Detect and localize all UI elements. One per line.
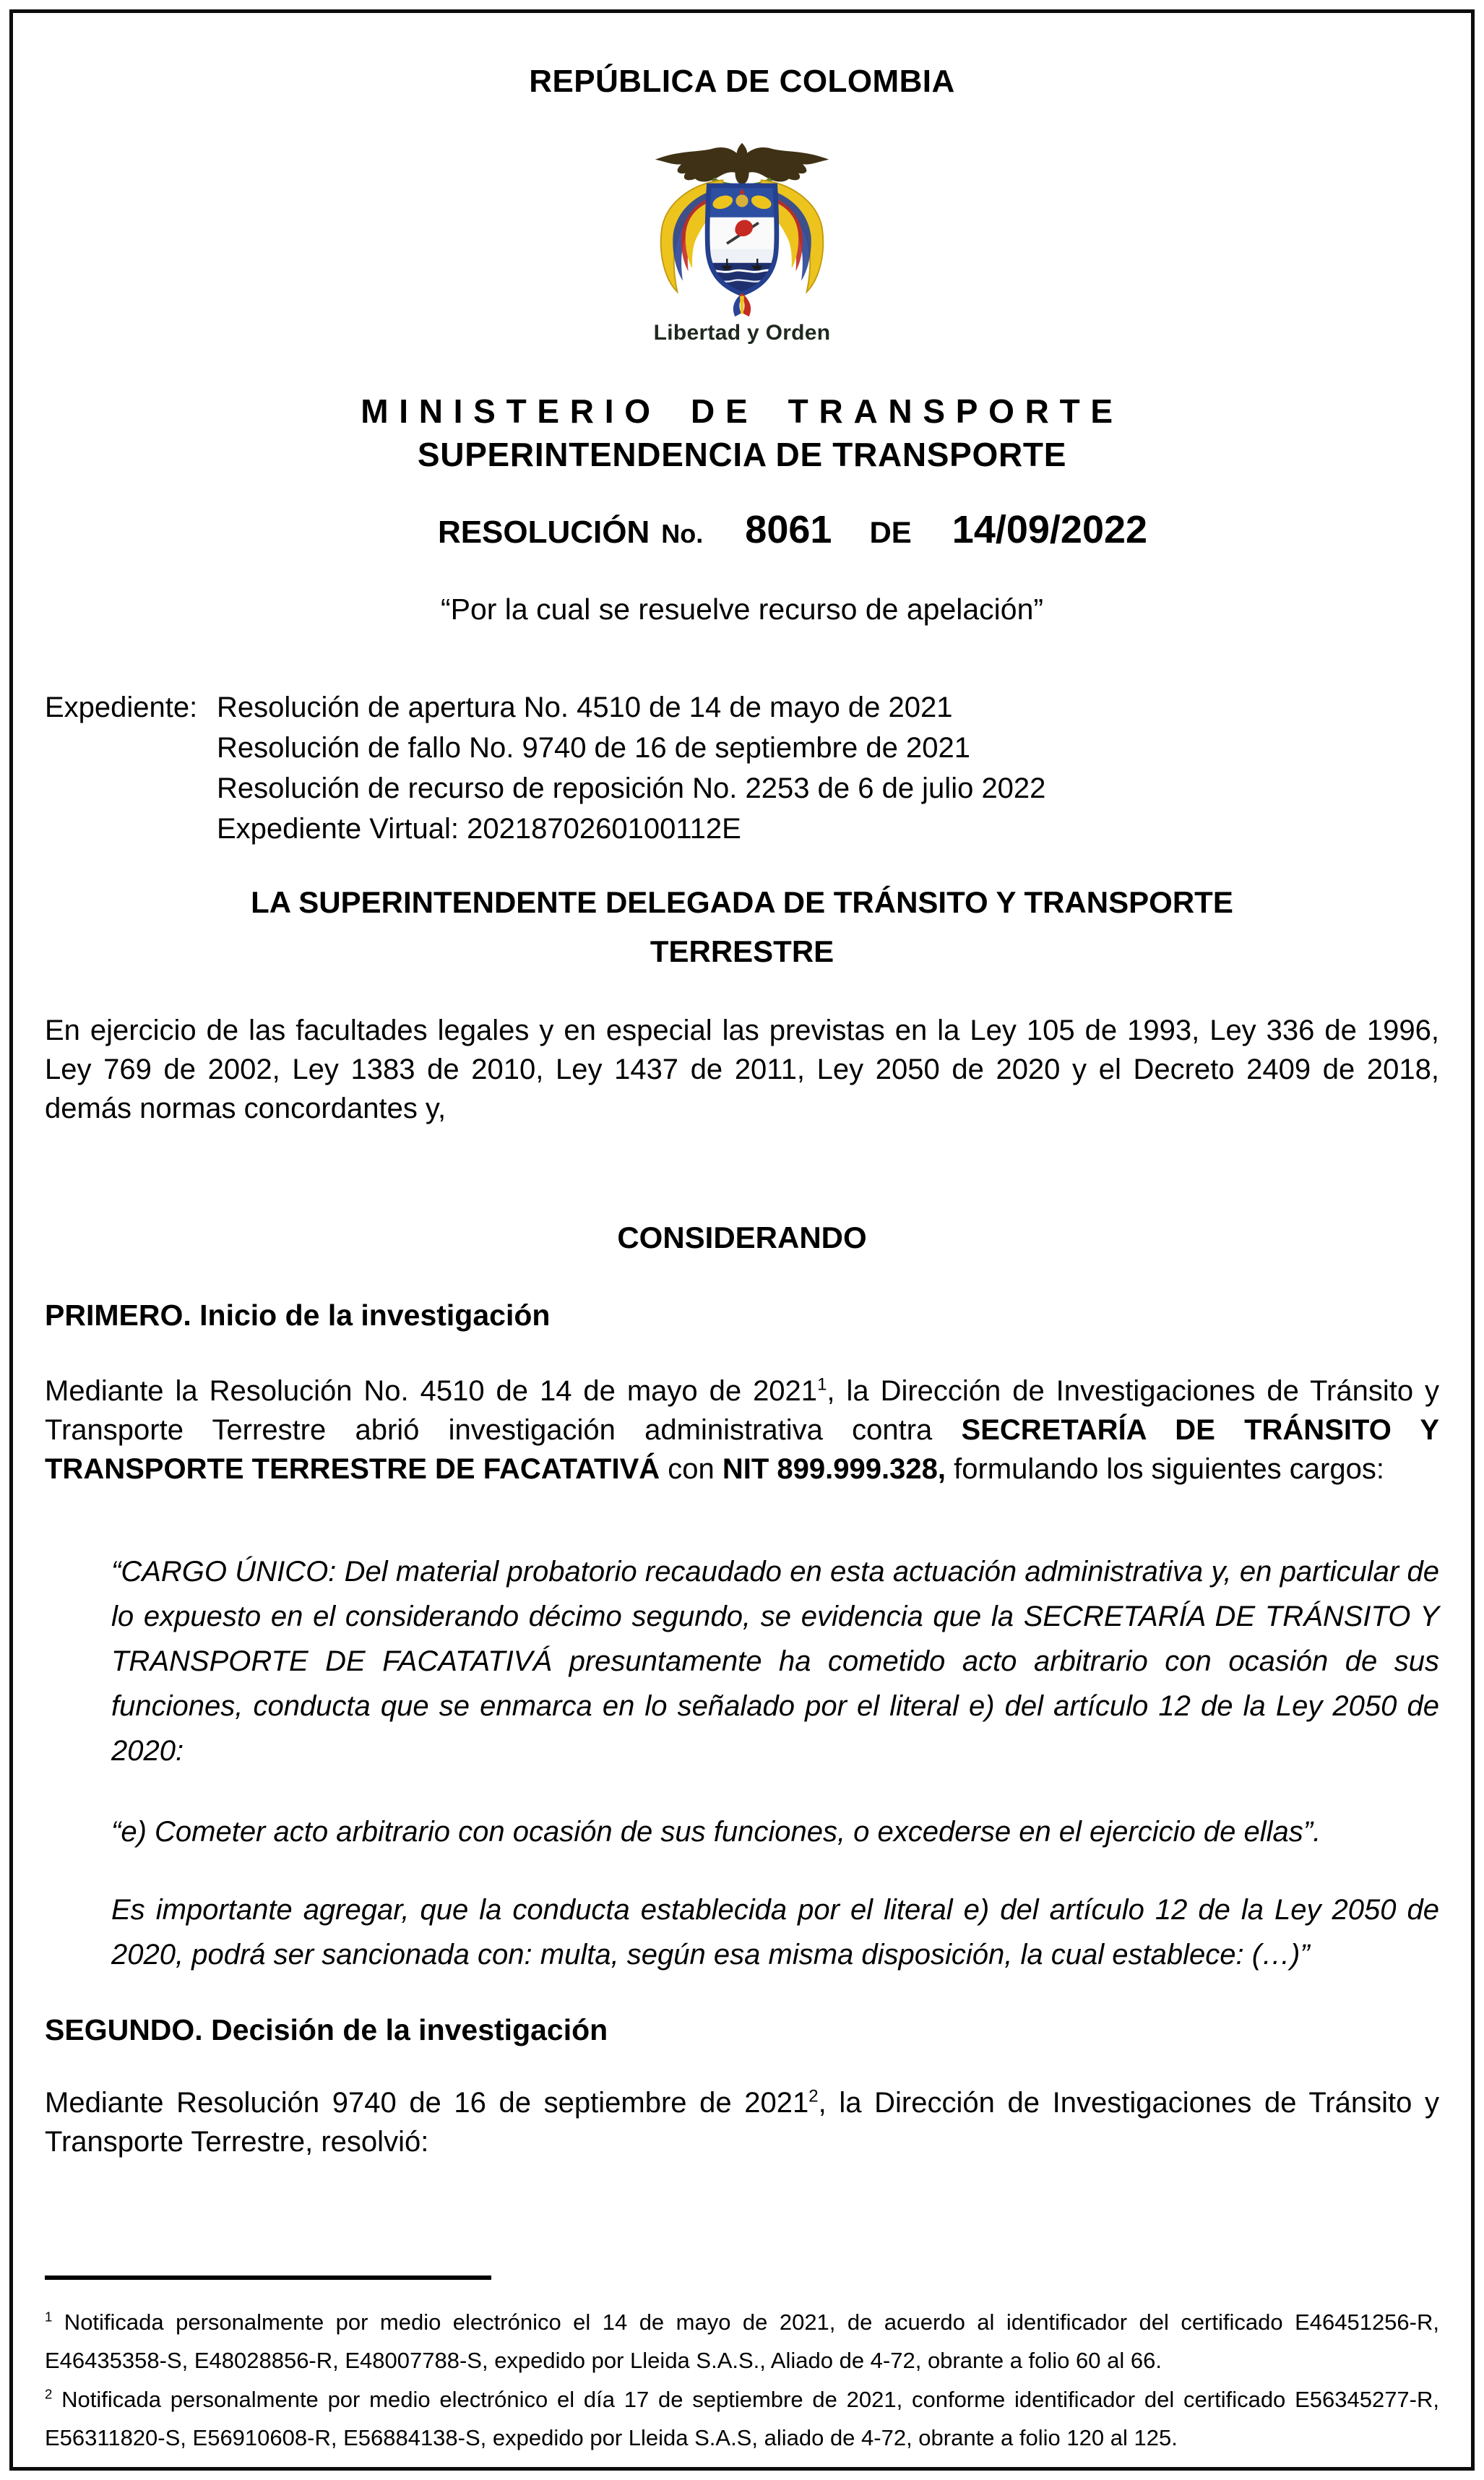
expediente-block xyxy=(45,687,1439,849)
footnote-2 xyxy=(45,2380,1439,2458)
expediente-line-virtual: Expediente Virtual: 2021870260100112E xyxy=(217,813,741,845)
segundo-text-start: Mediante Resolución 9740 de 16 de septiembre de 2021 xyxy=(45,2087,809,2119)
segundo-paragraph xyxy=(45,2083,1439,2161)
footnote-2-marker: 2 xyxy=(45,2386,53,2402)
footnote-2-text: Notificada personalmente por medio electrónico el día 17 de septiembre de 2021, conforme identificador del certificado E56345277-R, E56311820-S, E56910608-R, E56884138-S, expedido por Lleida S.A.S, aliado de 4-72, obrante a folio 120 al 125. xyxy=(45,2386,1439,2450)
primero-text-mid2: con xyxy=(660,1453,722,1486)
segundo-text-end: , la Dirección de Investigaciones de Tránsito y Transporte Terrestre, resolvió: xyxy=(45,2087,1439,2158)
coat-of-arms xyxy=(45,140,1439,345)
resolution-number-line xyxy=(95,507,1475,552)
expediente-line-fallo: Resolución de fallo No. 9740 de 16 de septiembre de 2021 xyxy=(217,732,970,764)
ribbon-icon xyxy=(733,293,751,317)
page-border xyxy=(9,9,1475,2471)
authority-line1: LA SUPERINTENDENTE DELEGADA DE TRÁNSITO Y TRANSPORTE xyxy=(251,885,1233,919)
resolution-de-label: DE xyxy=(869,515,912,549)
primero-text-start: Mediante la Resolución No. 4510 de 14 de mayo de 2021 xyxy=(45,1375,818,1408)
republic-title: REPÚBLICA DE COLOMBIA xyxy=(529,64,955,99)
investigated-entity: SECRETARÍA DE TRÁNSITO Y TRANSPORTE TERRESTRE DE FACATATIVÁ xyxy=(45,1414,1439,1486)
primero-text-end: formulando los siguientes cargos: xyxy=(945,1453,1384,1486)
authority-line2: TERRESTRE xyxy=(650,934,834,969)
expediente-line-reposicion: Resolución de recurso de reposición No. 2253 de 6 de julio 2022 xyxy=(217,772,1046,804)
footnote-1-text: Notificada personalmente por medio electrónico el 14 de mayo de 2021, de acuerdo al identificador del certificado E46451256-R, E46435358-S, E48028856-R, E48007788-S, expedido por Lleida S.A.S., Aliado de 4-72, obrante a folio 60 al 66. xyxy=(45,2309,1439,2374)
expediente-lines xyxy=(217,687,1439,849)
primero-paragraph xyxy=(45,1372,1439,1489)
condor-icon xyxy=(655,143,829,184)
resolution-number-value: 8061 xyxy=(745,508,832,551)
literal-e-quote: “e) Cometer acto arbitrario con ocasión de sus funciones, o excederse en el ejercicio de ellas”. xyxy=(111,1816,1321,1848)
expediente-label: Expediente: xyxy=(45,692,198,723)
resolution-date-value: 14/09/2022 xyxy=(952,508,1148,551)
shield-icon xyxy=(704,186,781,296)
entity-nit: NIT 899.999.328, xyxy=(722,1453,946,1486)
superintendence-title: SUPERINTENDENCIA DE TRANSPORTE xyxy=(417,436,1067,473)
primero-text-mid1: , la Dirección de Investigaciones de Tránsito y Transporte Terrestre abrió investigación administrativa contra xyxy=(45,1375,1440,1447)
footnote-separator xyxy=(45,2276,491,2280)
primero-heading: PRIMERO. Inicio de la investigación xyxy=(45,1299,551,1332)
footnotes-block xyxy=(45,2303,1439,2457)
footnote-1 xyxy=(45,2303,1439,2380)
expediente-line-apertura: Resolución de apertura No. 4510 de 14 de mayo de 2021 xyxy=(217,692,953,723)
importante-quote: Es importante agregar, que la conducta establecida por el literal e) del artículo 12 de la Ley 2050 de 2020, podrá ser sancionada con: multa, según esa misma disposición, la cual establece: (…)” xyxy=(111,1894,1439,1971)
footnote-ref-1: 1 xyxy=(817,1374,827,1395)
resolution-subject: “Por la cual se resuelve recurso de apelación” xyxy=(440,593,1044,626)
preamble-paragraph: En ejercicio de las facultades legales y en especial las previstas en la Ley 105 de 1993, Ley 336 de 1996, Ley 769 de 2002, Ley 1383 de 2010, Ley 1437 de 2011, Ley 2050 de 2020 y el Decreto 2409 de 2018, demás normas concordantes y, xyxy=(45,1015,1439,1125)
ministry-title: MINISTERIO DE TRANSPORTE xyxy=(361,392,1123,430)
resolution-no-label: No. xyxy=(661,519,704,548)
colombia-coat-of-arms-icon xyxy=(629,140,855,319)
resolution-word: RESOLUCIÓN xyxy=(437,514,650,550)
emblem-caption: Libertad y Orden xyxy=(653,321,831,345)
authority-heading xyxy=(45,878,1439,976)
considerando-heading: CONSIDERANDO xyxy=(617,1220,867,1255)
segundo-heading: SEGUNDO. Decisión de la investigación xyxy=(45,2013,608,2047)
cargo-unico-quote: “CARGO ÚNICO: Del material probatorio recaudado en esta actuación administrativa y, en particular de lo expuesto en el considerando décimo segundo, se evidencia que la SECRETARÍA DE TRÁNSITO Y TRANSPORTE DE FACATATIVÁ presuntamente ha cometido acto arbitrario con ocasión de sus funciones, conducta que se enmarca en lo señalado por el literal e) del artículo 12 de la Ley 2050 de 2020: xyxy=(111,1556,1439,1768)
footnote-ref-2: 2 xyxy=(808,2086,819,2106)
footnote-1-marker: 1 xyxy=(45,2309,53,2325)
